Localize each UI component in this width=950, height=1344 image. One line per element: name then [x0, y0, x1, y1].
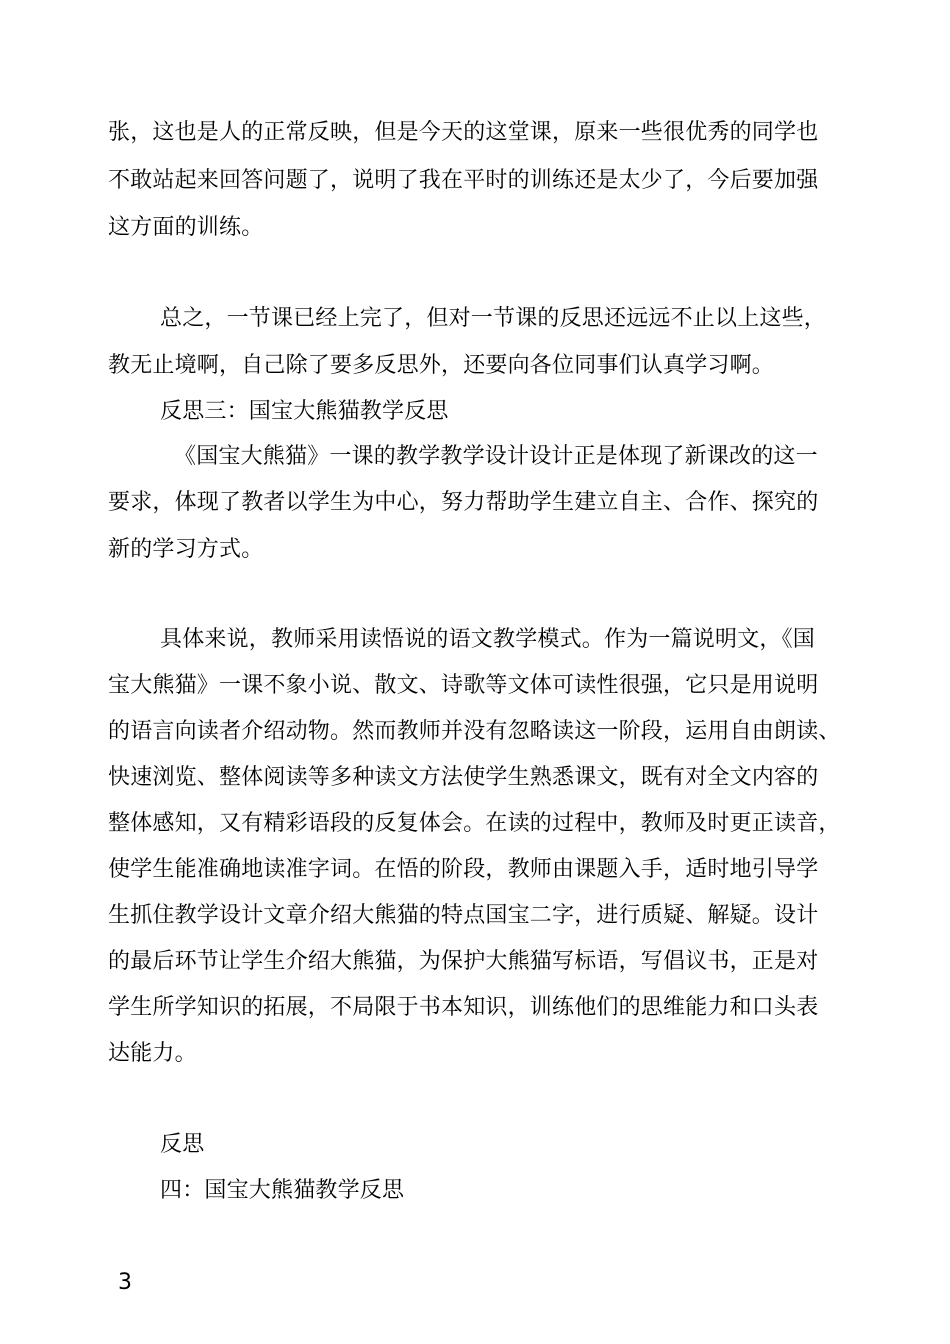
section-title: 反思 [160, 1132, 205, 1157]
paragraph-line: 总之，一节课已经上完了，但对一节课的反思还远远不止以上这些， [160, 306, 827, 331]
paragraph-line: 达能力。 [108, 1041, 197, 1066]
section-title: 反思三：国宝大熊猫教学反思 [160, 399, 449, 424]
paragraph-line: 的最后环节让学生介绍大熊猫，为保护大熊猫写标语，写倡议书，正是对 [108, 949, 819, 974]
page-number: 3 [118, 1270, 132, 1295]
section-title: 四：国宝大熊猫教学反思 [160, 1178, 405, 1203]
paragraph-line: 这方面的训练。 [108, 215, 264, 240]
paragraph-line: 的语言向读者介绍动物。然而教师并没有忽略读这一阶段，运用自由朗读、 [108, 719, 841, 744]
paragraph-line: 不敢站起来回答问题了，说明了我在平时的训练还是太少了，今后要加强 [108, 168, 819, 193]
paragraph-line: 要求，体现了教者以学生为中心，努力帮助学生建立自主、合作、探究的 [108, 490, 819, 515]
paragraph-line: 《国宝大熊猫》一课的教学教学设计设计正是体现了新课改的这一 [174, 444, 818, 469]
paragraph-line: 具体来说，教师采用读悟说的语文教学模式。作为一篇说明文，《国 [160, 627, 816, 652]
paragraph-line: 学生所学知识的拓展，不局限于书本知识，训练他们的思维能力和口头表 [108, 995, 819, 1020]
paragraph-line: 张，这也是人的正常反映，但是今天的这堂课，原来一些很优秀的同学也 [108, 120, 819, 145]
paragraph-line: 整体感知，又有精彩语段的反复体会。在读的过程中，教师及时更正读音， [108, 811, 841, 836]
paragraph-line: 快速浏览、整体阅读等多种读文方法使学生熟悉课文，既有对全文内容的 [108, 765, 819, 790]
paragraph-line: 宝大熊猫》一课不象小说、散文、诗歌等文体可读性很强，它只是用说明 [108, 673, 819, 698]
paragraph-line: 新的学习方式。 [108, 537, 264, 562]
paragraph-line: 生抓住教学设计文章介绍大熊猫的特点国宝二字，进行质疑、解疑。设计 [108, 903, 819, 928]
paragraph-line: 使学生能准确地读准字词。在悟的阶段，教师由课题入手，适时地引导学 [108, 857, 819, 882]
paragraph-line: 教无止境啊，自己除了要多反思外，还要向各位同事们认真学习啊。 [108, 353, 775, 378]
